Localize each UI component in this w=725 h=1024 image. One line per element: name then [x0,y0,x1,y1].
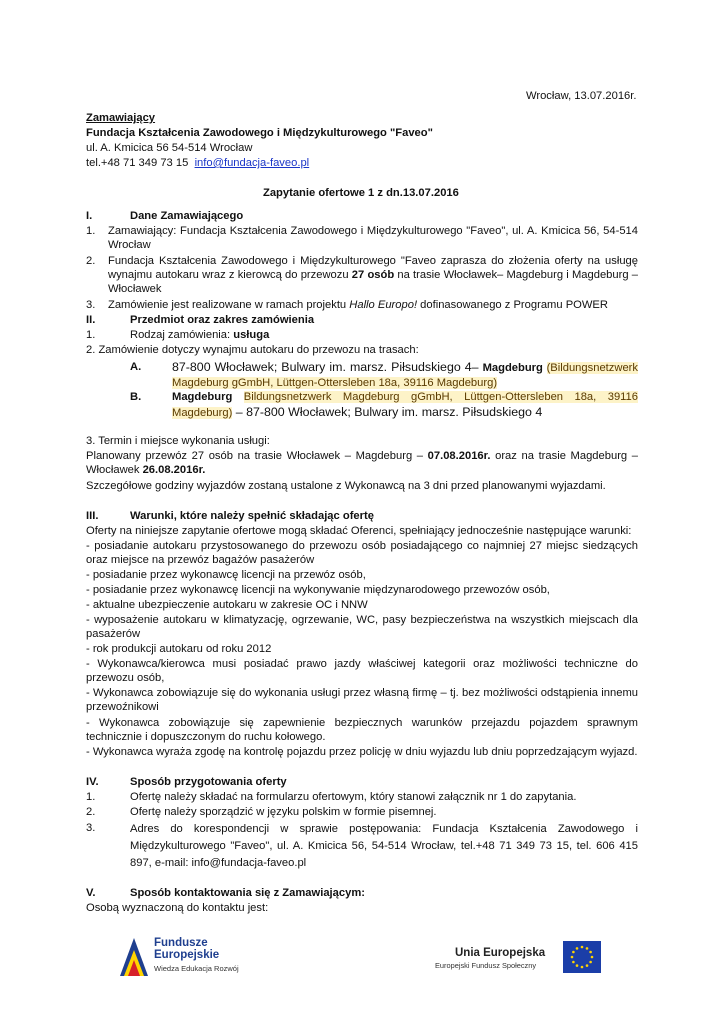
section-4-item-1-text: Ofertę należy składać na formularzu ofertowym, który stanowi załącznik nr 1 do zapytania. [130,791,577,803]
section-2-item-3-note: Szczegółowe godziny wyjazdów zostaną ustalone z Wykonawcą na 3 dni przed planowanymi wyjazdami. [86,480,606,492]
unia-europejska-logo [433,941,603,977]
section-3-intro: Oferty na niniejsze zapytanie ofertowe mogą składać Oferenci, spełniający jednocześnie następujące warunki: [86,525,632,537]
condition-item: - posiadanie przez wykonawcę licencji na wykonywanie międzynarodowego przewozów osób, [86,584,550,596]
condition-item: - posiadanie autokaru przystosowanego do przewozu osób posiadającego co najmniej 27 miejsc siedzących oraz miejsce na przewóz bagażów pasażerów [86,540,638,566]
ue-line-2: Europejski Fundusz Społeczny [435,961,537,970]
section-2-number: II. [86,314,96,326]
section-4-number: IV. [86,776,99,788]
section-3-heading: Warunki, które należy spełnić składając ofertę [130,510,374,522]
orderer-label: Zamawiający [86,112,156,124]
section-1-item-2-text: Fundacja Kształcenia Zawodowego i Międzykulturowego "Faveo zaprasza do złożenia oferty na usługę wynajmu autokaru wraz z kierowcą do przewozu 27 osób na trasie Włocławek– Magdeburg i Magdeburg – Włocławek [108,255,638,295]
section-2-item-1-number: 1. [86,329,96,341]
fe-star-icon [118,936,150,978]
section-1-heading: Dane Zamawiającego [130,210,244,222]
section-5-heading: Sposób kontaktowania się z Zamawiającym: [130,887,366,899]
condition-item: - Wykonawca wyraża zgodę na kontrolę pojazdu przez policję w dniu wyjazdu lub dniu poprzedzającym wyjazd. [86,746,638,758]
route-b-text: Magdeburg Bildungsnetzwerk Magdeburg gGmbH, Lüttgen-Ottersleben 18a, 39116 Magdeburg) – 87-800 Włocławek; Bulwary im. marsz. Piłsudskiego 4 [172,391,639,419]
condition-item: - Wykonawca zobowiązuje się do wykonania usługi przez własną firmę – tj. bez możliwości odstąpienia innemu przewoźnikowi [86,687,638,713]
eu-flag-icon [563,941,601,973]
section-1-item-2-number: 2. [86,255,96,267]
section-2-item-2-text: 2. Zamówienie dotyczy wynajmu autokaru do przewozu na trasach: [86,344,419,356]
condition-item: - rok produkcji autokaru od roku 2012 [86,643,272,655]
section-2-heading: Przedmiot oraz zakres zamówienia [130,314,315,326]
route-a-text: 87-800 Włocławek; Bulwary im. marsz. Piłsudskiego 4– Magdeburg (Bildungsnetzwerk Magdeburg gGmbH, Lüttgen-Ottersleben 18a, 39116 Magdeburg) [172,360,638,389]
orderer-email-link[interactable]: info@fundacja-faveo.pl [194,157,310,169]
section-4-heading: Sposób przygotowania oferty [130,776,287,788]
section-2-item-1-text: Rodzaj zamówienia: usługa [130,329,270,341]
section-5-number: V. [86,887,96,899]
condition-item: - wyposażenie autokaru w klimatyzację, ogrzewanie, WC, pasy bezpieczeństwa na wszystkich miejscach dla pasażerów [86,614,638,640]
section-4-item-2-number: 2. [86,806,96,818]
fe-line-2: Europejskie [154,949,220,961]
orderer-address: ul. A. Kmicica 56 54-514 Wrocław [86,142,253,154]
route-b-label: B. [130,391,142,403]
route-a-label: A. [130,361,142,373]
section-1-item-3-text: Zamówienie jest realizowane w ramach projektu Hallo Europo! dofinasowanego z Programu POWER [108,299,608,311]
section-2-item-3-text: Planowany przewóz 27 osób na trasie Włocławek – Magdeburg – 07.08.2016r. oraz na trasie Magdeburg – Włocławek 26.08.2016r. [86,450,638,476]
orderer-contact [86,156,309,170]
section-1-item-3-number: 3. [86,299,96,311]
section-4-item-1-number: 1. [86,791,96,803]
fe-line-3: Wiedza Edukacja Rozwój [154,964,239,973]
document-title: Zapytanie ofertowe 1 z dn.13.07.2016 [263,187,459,199]
section-1-item-1-number: 1. [86,225,96,237]
section-5-text: Osobą wyznaczoną do kontaktu jest: [86,902,269,914]
orderer-phone: tel.+48 71 349 73 15 [86,157,189,169]
fe-line-1: Fundusze [154,937,208,949]
section-4-item-3-text: Adres do korespondencji w sprawie postępowania: Fundacja Kształcenia Zawodowego i Międzykulturowego "Faveo", ul. A. Kmicica 56, 54-514 Wrocław, tel.+48 71 349 73 15, tel. 606 415 897, e-mail: info@fundacja-faveo.pl [130,823,638,869]
section-2-item-3-heading: 3. Termin i miejsce wykonania usługi: [86,435,270,447]
fundusze-europejskie-logo [118,936,258,980]
ue-line-1: Unia Europejska [455,947,546,959]
document-date: Wrocław, 13.07.2016r. [526,90,637,102]
condition-item: - posiadanie przez wykonawcę licencji na przewóz osób, [86,569,366,581]
orderer-org-name: Fundacja Kształcenia Zawodowego i Międzykulturowego "Faveo" [86,127,433,139]
section-4-item-3-number: 3. [86,822,96,834]
condition-item: - aktualne ubezpieczenie autokaru w zakresie OC i NNW [86,599,368,611]
condition-item: - Wykonawca/kierowca musi posiadać prawo jazdy właściwej kategorii oraz możliwości techniczne do przewozu osób, [86,658,638,684]
section-3-number: III. [86,510,99,522]
condition-item: - Wykonawca zobowiązuje się zapewnienie bezpiecznych warunków przejazdu pojazdem sprawnym technicznie i dopuszczonym do ruchu kołowego. [86,717,638,743]
section-1-item-1-text: Zamawiający: Fundacja Kształcenia Zawodowego i Międzykulturowego "Faveo", ul. A. Kmicica 56, 54-514 Wrocław [108,225,638,251]
section-1-number: I. [86,210,93,222]
section-4-item-2-text: Ofertę należy sporządzić w języku polskim w formie pisemnej. [130,806,437,818]
